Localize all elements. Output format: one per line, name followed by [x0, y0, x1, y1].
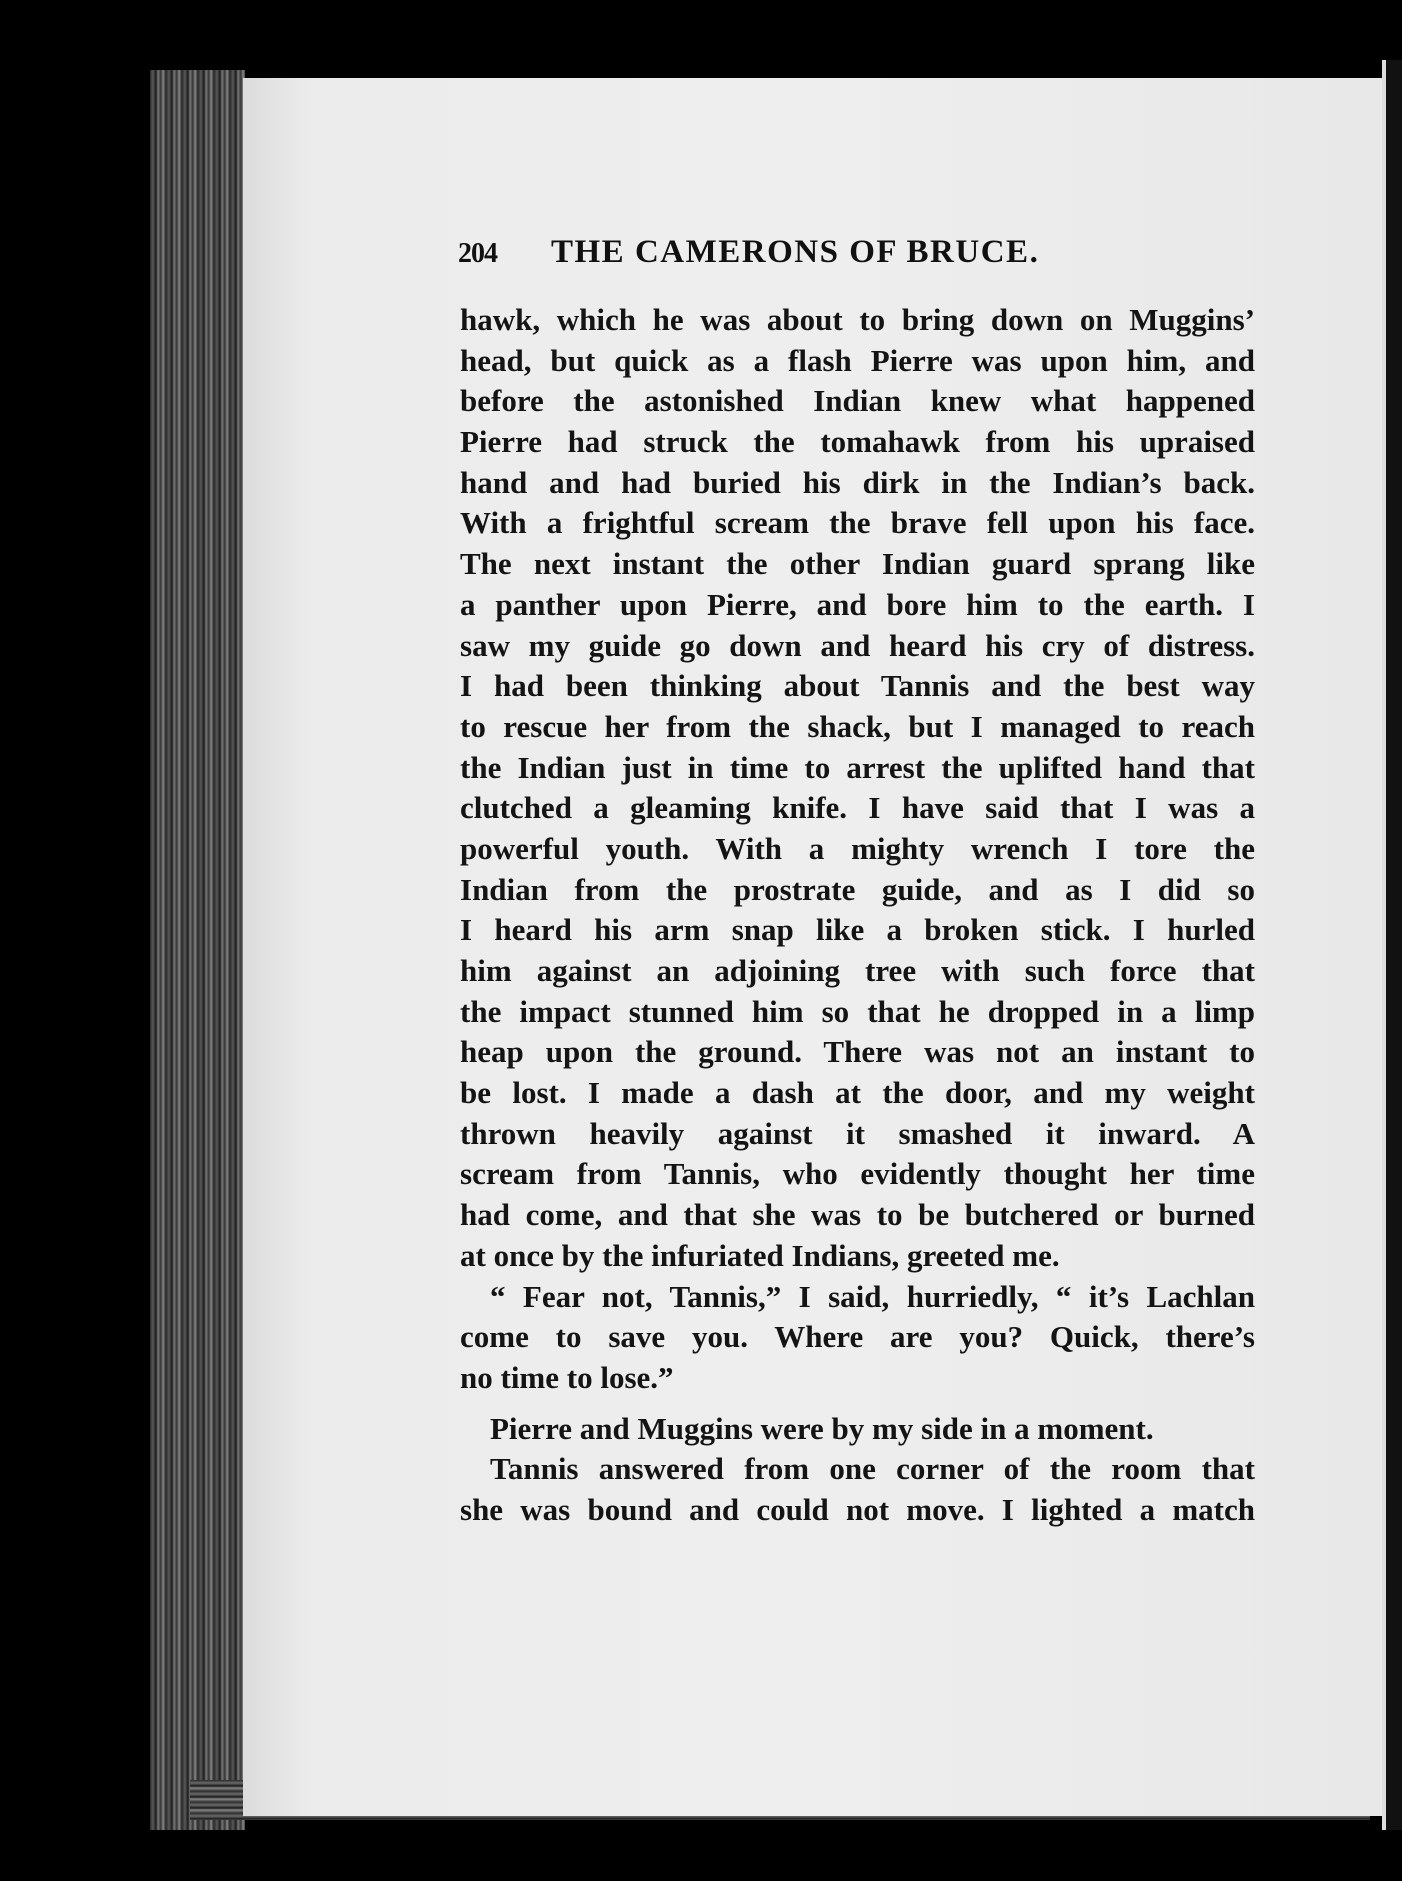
- text-line: hand and had buried his dirk in the Indian’s back.: [460, 464, 1255, 500]
- text-line: come to save you. Where are you? Quick, there’s: [460, 1319, 1255, 1355]
- text-line: the impact stunned him so that he dropped in a limp: [460, 993, 1255, 1029]
- running-header: [458, 234, 1258, 271]
- text-line: With a frightful scream the brave fell upon his face.: [460, 505, 1255, 541]
- page-edges-left: [150, 70, 245, 1830]
- text-line: saw my guide go down and heard his cry of distress.: [460, 627, 1255, 663]
- text-line: The next instant the other Indian guard sprang like: [460, 546, 1255, 582]
- text-line: thrown heavily against it smashed it inward. A: [460, 1115, 1255, 1151]
- text-line: him against an adjoining tree with such force that: [460, 953, 1255, 988]
- page-edge-right: [1382, 60, 1402, 1830]
- text-line: be lost. I made a dash at the door, and my weight: [460, 1075, 1255, 1111]
- page-number: 204: [458, 238, 497, 269]
- text-line: scream from Tannis, who evidently thought her time: [460, 1156, 1255, 1192]
- text-line: heap upon the ground. There was not an instant to: [460, 1034, 1255, 1070]
- text-line: before the astonished Indian knew what happened: [460, 383, 1255, 419]
- text-line: the Indian just in time to arrest the uplifted hand that: [460, 749, 1255, 785]
- text-line: at once by the infuriated Indians, greeted me.: [460, 1237, 1060, 1273]
- text-line: clutched a gleaming knife. I have said that I was a: [460, 790, 1255, 826]
- text-line: no time to lose.”: [460, 1359, 674, 1395]
- text-line: I had been thinking about Tannis and the best way: [460, 668, 1255, 704]
- text-line: had come, and that she was to be butchered or burned: [460, 1197, 1255, 1233]
- text-line: Pierre had struck the tomahawk from his upraised: [460, 424, 1255, 460]
- text-line: she was bound and could not move. I lighted a match: [460, 1491, 1255, 1527]
- text-line: “ Fear not, Tannis,” I said, hurriedly, “ it’s Lachlan: [490, 1278, 1255, 1314]
- body-text: [460, 300, 1255, 1531]
- text-line: Tannis answered from one corner of the room that: [490, 1451, 1255, 1487]
- text-line: powerful youth. With a mighty wrench I tore the: [460, 830, 1255, 866]
- text-line: Indian from the prostrate guide, and as I did so: [460, 871, 1255, 907]
- running-title: THE CAMERONS OF BRUCE.: [551, 234, 1040, 270]
- text-line: a panther upon Pierre, and bore him to the earth. I: [460, 586, 1255, 622]
- text-line: head, but quick as a flash Pierre was upon him, and: [460, 342, 1255, 378]
- text-line: I heard his arm snap like a broken stick. I hurled: [460, 912, 1255, 948]
- text-line: Pierre and Muggins were by my side in a moment.: [490, 1410, 1154, 1446]
- text-line: to rescue her from the shack, but I managed to reach: [460, 708, 1255, 744]
- text-line: hawk, which he was about to bring down on Muggins’: [460, 302, 1255, 337]
